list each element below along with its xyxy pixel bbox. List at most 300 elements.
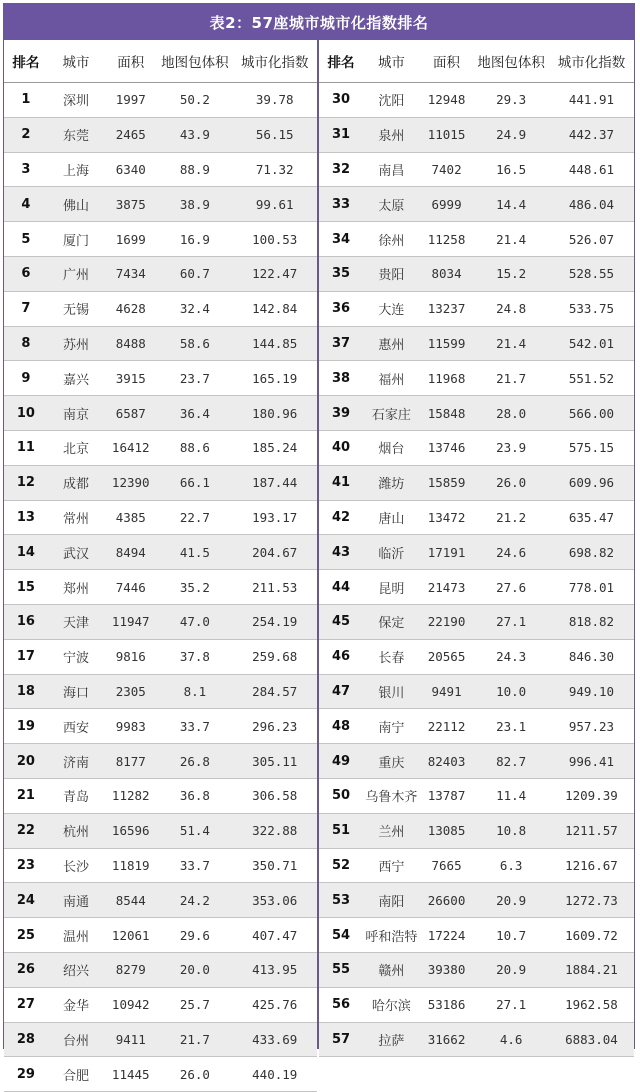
right-table <box>319 40 634 1091</box>
cell-city: 沈阳 <box>363 83 420 118</box>
table-row <box>4 709 317 744</box>
table-row <box>4 570 317 605</box>
cell-area: 2465 <box>104 117 157 152</box>
cell-city: 烟台 <box>363 430 420 465</box>
table-row <box>319 465 634 500</box>
table-row <box>319 291 634 326</box>
cell-index: 353.06 <box>232 883 317 918</box>
cell-city: 苏州 <box>48 326 104 361</box>
cell-index: 204.67 <box>232 535 317 570</box>
cell-index: 533.75 <box>549 291 634 326</box>
table-row <box>319 848 634 883</box>
table-row <box>319 778 634 813</box>
cell-city: 兰州 <box>363 813 420 848</box>
cell-rank: 55 <box>319 952 363 987</box>
cell-index: 542.01 <box>549 326 634 361</box>
table-row <box>319 883 634 918</box>
cell-city: 绍兴 <box>48 952 104 987</box>
cell-map-size: 22.7 <box>157 500 232 535</box>
cell-area: 16596 <box>104 813 157 848</box>
cell-index: 306.58 <box>232 778 317 813</box>
cell-area: 12390 <box>104 465 157 500</box>
cell-city: 佛山 <box>48 187 104 222</box>
cell-area: 15848 <box>420 396 474 431</box>
table-row <box>4 396 317 431</box>
cell-rank: 34 <box>319 222 363 257</box>
cell-area: 4628 <box>104 291 157 326</box>
cell-index: 846.30 <box>549 639 634 674</box>
table-row <box>4 1057 317 1092</box>
table-row <box>4 604 317 639</box>
table-row <box>319 987 634 1022</box>
table-row <box>319 361 634 396</box>
cell-map-size: 27.1 <box>473 987 549 1022</box>
table-row <box>4 361 317 396</box>
cell-rank: 46 <box>319 639 363 674</box>
cell-rank: 39 <box>319 396 363 431</box>
cell-city: 西安 <box>48 709 104 744</box>
cell-index: 566.00 <box>549 396 634 431</box>
cell-rank: 3 <box>4 152 48 187</box>
cell-city: 深圳 <box>48 83 104 118</box>
cell-map-size: 21.4 <box>473 222 549 257</box>
table-row <box>319 256 634 291</box>
cell-map-size: 20.9 <box>473 952 549 987</box>
table-row <box>4 326 317 361</box>
cell-map-size: 8.1 <box>157 674 232 709</box>
cell-rank: 6 <box>4 256 48 291</box>
cell-city: 杭州 <box>48 813 104 848</box>
cell-area: 7402 <box>420 152 474 187</box>
cell-rank: 15 <box>4 570 48 605</box>
right-table-body <box>319 83 634 1092</box>
cell-area: 13237 <box>420 291 474 326</box>
cell-rank: 21 <box>4 778 48 813</box>
header-rank: 排名 <box>319 40 363 83</box>
cell-city: 拉萨 <box>363 1022 420 1057</box>
cell-area: 9491 <box>420 674 474 709</box>
table-row <box>4 848 317 883</box>
cell-map-size: 60.7 <box>157 256 232 291</box>
table-row <box>319 83 634 118</box>
cell-area: 13787 <box>420 778 474 813</box>
table-row <box>319 604 634 639</box>
table-row <box>319 222 634 257</box>
table-row <box>4 117 317 152</box>
cell-city: 保定 <box>363 604 420 639</box>
cell-map-size: 27.6 <box>473 570 549 605</box>
header-city: 城市 <box>48 40 104 83</box>
cell-index: 635.47 <box>549 500 634 535</box>
cell-index: 99.61 <box>232 187 317 222</box>
empty-cell <box>420 1057 474 1091</box>
table-title: 表2：57座城市城市化指数排名 <box>4 4 634 40</box>
cell-city: 嘉兴 <box>48 361 104 396</box>
cell-area: 53186 <box>420 987 474 1022</box>
cell-rank: 16 <box>4 604 48 639</box>
cell-index: 1209.39 <box>549 778 634 813</box>
cell-area: 8494 <box>104 535 157 570</box>
cell-index: 284.57 <box>232 674 317 709</box>
cell-map-size: 82.7 <box>473 744 549 779</box>
cell-city: 福州 <box>363 361 420 396</box>
cell-map-size: 47.0 <box>157 604 232 639</box>
cell-map-size: 10.7 <box>473 918 549 953</box>
cell-map-size: 21.7 <box>157 1022 232 1057</box>
cell-rank: 41 <box>319 465 363 500</box>
cell-area: 39380 <box>420 952 474 987</box>
cell-area: 6999 <box>420 187 474 222</box>
cell-map-size: 35.2 <box>157 570 232 605</box>
cell-index: 6883.04 <box>549 1022 634 1057</box>
cell-rank: 18 <box>4 674 48 709</box>
cell-map-size: 58.6 <box>157 326 232 361</box>
cell-rank: 42 <box>319 500 363 535</box>
cell-map-size: 51.4 <box>157 813 232 848</box>
cell-map-size: 24.6 <box>473 535 549 570</box>
cell-rank: 22 <box>4 813 48 848</box>
cell-index: 448.61 <box>549 152 634 187</box>
cell-rank: 36 <box>319 291 363 326</box>
cell-map-size: 21.7 <box>473 361 549 396</box>
cell-area: 6340 <box>104 152 157 187</box>
cell-index: 144.85 <box>232 326 317 361</box>
cell-index: 322.88 <box>232 813 317 848</box>
cell-area: 11968 <box>420 361 474 396</box>
cell-map-size: 38.9 <box>157 187 232 222</box>
cell-city: 长春 <box>363 639 420 674</box>
cell-index: 442.37 <box>549 117 634 152</box>
cell-index: 296.23 <box>232 709 317 744</box>
cell-map-size: 24.8 <box>473 291 549 326</box>
cell-city: 昆明 <box>363 570 420 605</box>
left-table-body <box>4 83 317 1092</box>
cell-rank: 56 <box>319 987 363 1022</box>
table-row <box>4 918 317 953</box>
cell-index: 71.32 <box>232 152 317 187</box>
cell-index: 413.95 <box>232 952 317 987</box>
cell-city: 海口 <box>48 674 104 709</box>
cell-map-size: 24.9 <box>473 117 549 152</box>
cell-area: 1997 <box>104 83 157 118</box>
cell-map-size: 20.0 <box>157 952 232 987</box>
cell-index: 957.23 <box>549 709 634 744</box>
cell-rank: 32 <box>319 152 363 187</box>
table-row <box>319 326 634 361</box>
cell-index: 39.78 <box>232 83 317 118</box>
empty-row <box>319 1057 634 1091</box>
cell-city: 哈尔滨 <box>363 987 420 1022</box>
cell-area: 22190 <box>420 604 474 639</box>
header-map-size: 地图包体积 <box>473 40 549 83</box>
table-row <box>4 187 317 222</box>
cell-city: 青岛 <box>48 778 104 813</box>
table-row <box>319 744 634 779</box>
cell-rank: 53 <box>319 883 363 918</box>
cell-index: 778.01 <box>549 570 634 605</box>
cell-rank: 49 <box>319 744 363 779</box>
cell-area: 7434 <box>104 256 157 291</box>
cell-city: 西宁 <box>363 848 420 883</box>
cell-city: 台州 <box>48 1022 104 1057</box>
table-row <box>319 813 634 848</box>
cell-area: 82403 <box>420 744 474 779</box>
cell-city: 赣州 <box>363 952 420 987</box>
table-row <box>319 152 634 187</box>
cell-city: 临沂 <box>363 535 420 570</box>
cell-rank: 57 <box>319 1022 363 1057</box>
cell-index: 996.41 <box>549 744 634 779</box>
cell-city: 无锡 <box>48 291 104 326</box>
cell-map-size: 29.3 <box>473 83 549 118</box>
empty-cell <box>319 1057 363 1091</box>
cell-map-size: 14.4 <box>473 187 549 222</box>
cell-rank: 31 <box>319 117 363 152</box>
cell-city: 东莞 <box>48 117 104 152</box>
header-area: 面积 <box>104 40 157 83</box>
cell-area: 17191 <box>420 535 474 570</box>
cell-index: 305.11 <box>232 744 317 779</box>
cell-rank: 37 <box>319 326 363 361</box>
left-table <box>4 40 317 1092</box>
cell-rank: 14 <box>4 535 48 570</box>
cell-rank: 20 <box>4 744 48 779</box>
cell-map-size: 88.6 <box>157 430 232 465</box>
cell-index: 259.68 <box>232 639 317 674</box>
table-row <box>4 465 317 500</box>
table-row <box>4 987 317 1022</box>
cell-area: 8544 <box>104 883 157 918</box>
table-frame <box>3 3 635 1084</box>
cell-rank: 5 <box>4 222 48 257</box>
cell-index: 211.53 <box>232 570 317 605</box>
cell-rank: 28 <box>4 1022 48 1057</box>
cell-city: 金华 <box>48 987 104 1022</box>
cell-area: 11445 <box>104 1057 157 1092</box>
cell-index: 1272.73 <box>549 883 634 918</box>
cell-rank: 23 <box>4 848 48 883</box>
left-table-panel <box>4 40 319 1084</box>
cell-index: 486.04 <box>549 187 634 222</box>
cell-rank: 54 <box>319 918 363 953</box>
cell-map-size: 23.7 <box>157 361 232 396</box>
table-row <box>4 952 317 987</box>
table-row <box>319 918 634 953</box>
cell-city: 乌鲁木齐 <box>363 778 420 813</box>
cell-area: 17224 <box>420 918 474 953</box>
cell-city: 南通 <box>48 883 104 918</box>
cell-map-size: 88.9 <box>157 152 232 187</box>
table-row <box>4 291 317 326</box>
cell-city: 成都 <box>48 465 104 500</box>
cell-city: 重庆 <box>363 744 420 779</box>
cell-city: 北京 <box>48 430 104 465</box>
cell-area: 13472 <box>420 500 474 535</box>
table-row <box>4 500 317 535</box>
table-row <box>4 222 317 257</box>
cell-rank: 8 <box>4 326 48 361</box>
cell-map-size: 32.4 <box>157 291 232 326</box>
cell-rank: 51 <box>319 813 363 848</box>
header-city: 城市 <box>363 40 420 83</box>
cell-index: 441.91 <box>549 83 634 118</box>
table-row <box>319 709 634 744</box>
cell-area: 21473 <box>420 570 474 605</box>
cell-rank: 11 <box>4 430 48 465</box>
cell-map-size: 26.0 <box>157 1057 232 1092</box>
cell-index: 609.96 <box>549 465 634 500</box>
cell-index: 254.19 <box>232 604 317 639</box>
cell-area: 15859 <box>420 465 474 500</box>
cell-rank: 2 <box>4 117 48 152</box>
cell-map-size: 24.2 <box>157 883 232 918</box>
cell-map-size: 36.8 <box>157 778 232 813</box>
cell-city: 上海 <box>48 152 104 187</box>
cell-city: 大连 <box>363 291 420 326</box>
cell-area: 12061 <box>104 918 157 953</box>
cell-rank: 38 <box>319 361 363 396</box>
cell-map-size: 43.9 <box>157 117 232 152</box>
cell-city: 南京 <box>48 396 104 431</box>
cell-city: 武汉 <box>48 535 104 570</box>
cell-map-size: 11.4 <box>473 778 549 813</box>
cell-rank: 29 <box>4 1057 48 1092</box>
cell-index: 698.82 <box>549 535 634 570</box>
cell-city: 惠州 <box>363 326 420 361</box>
cell-map-size: 6.3 <box>473 848 549 883</box>
cell-city: 南宁 <box>363 709 420 744</box>
cell-area: 20565 <box>420 639 474 674</box>
cell-index: 1216.67 <box>549 848 634 883</box>
cell-area: 6587 <box>104 396 157 431</box>
cell-city: 贵阳 <box>363 256 420 291</box>
table-row <box>4 883 317 918</box>
cell-area: 11258 <box>420 222 474 257</box>
cell-index: 528.55 <box>549 256 634 291</box>
cell-area: 16412 <box>104 430 157 465</box>
cell-city: 长沙 <box>48 848 104 883</box>
cell-area: 4385 <box>104 500 157 535</box>
cell-city: 济南 <box>48 744 104 779</box>
cell-area: 11599 <box>420 326 474 361</box>
cell-rank: 50 <box>319 778 363 813</box>
cell-index: 185.24 <box>232 430 317 465</box>
tables-container <box>4 40 634 1084</box>
table-row <box>4 674 317 709</box>
header-area: 面积 <box>420 40 474 83</box>
cell-index: 165.19 <box>232 361 317 396</box>
cell-map-size: 4.6 <box>473 1022 549 1057</box>
cell-index: 575.15 <box>549 430 634 465</box>
header-index: 城市化指数 <box>232 40 317 83</box>
cell-rank: 4 <box>4 187 48 222</box>
cell-city: 银川 <box>363 674 420 709</box>
empty-cell <box>363 1057 420 1091</box>
cell-map-size: 66.1 <box>157 465 232 500</box>
cell-map-size: 26.8 <box>157 744 232 779</box>
table-row <box>319 396 634 431</box>
table-row <box>319 117 634 152</box>
cell-area: 9983 <box>104 709 157 744</box>
cell-area: 8488 <box>104 326 157 361</box>
header-row <box>319 40 634 83</box>
cell-index: 187.44 <box>232 465 317 500</box>
cell-index: 350.71 <box>232 848 317 883</box>
cell-rank: 10 <box>4 396 48 431</box>
empty-cell <box>549 1057 634 1091</box>
cell-city: 天津 <box>48 604 104 639</box>
cell-map-size: 23.9 <box>473 430 549 465</box>
cell-area: 11282 <box>104 778 157 813</box>
cell-area: 7446 <box>104 570 157 605</box>
table-row <box>4 152 317 187</box>
cell-area: 1699 <box>104 222 157 257</box>
cell-rank: 1 <box>4 83 48 118</box>
table-row <box>4 639 317 674</box>
cell-index: 949.10 <box>549 674 634 709</box>
cell-area: 11819 <box>104 848 157 883</box>
cell-area: 13085 <box>420 813 474 848</box>
cell-rank: 13 <box>4 500 48 535</box>
cell-index: 818.82 <box>549 604 634 639</box>
cell-city: 泉州 <box>363 117 420 152</box>
cell-rank: 43 <box>319 535 363 570</box>
cell-rank: 30 <box>319 83 363 118</box>
cell-area: 22112 <box>420 709 474 744</box>
cell-area: 31662 <box>420 1022 474 1057</box>
cell-index: 180.96 <box>232 396 317 431</box>
cell-city: 潍坊 <box>363 465 420 500</box>
cell-area: 3875 <box>104 187 157 222</box>
header-rank: 排名 <box>4 40 48 83</box>
cell-rank: 7 <box>4 291 48 326</box>
cell-area: 8034 <box>420 256 474 291</box>
cell-map-size: 33.7 <box>157 848 232 883</box>
table-row <box>4 744 317 779</box>
cell-map-size: 27.1 <box>473 604 549 639</box>
cell-map-size: 36.4 <box>157 396 232 431</box>
header-map-size: 地图包体积 <box>157 40 232 83</box>
cell-rank: 9 <box>4 361 48 396</box>
table-row <box>4 535 317 570</box>
cell-city: 南阳 <box>363 883 420 918</box>
table-row <box>319 500 634 535</box>
cell-index: 122.47 <box>232 256 317 291</box>
cell-map-size: 50.2 <box>157 83 232 118</box>
cell-rank: 25 <box>4 918 48 953</box>
header-index: 城市化指数 <box>549 40 634 83</box>
cell-city: 厦门 <box>48 222 104 257</box>
cell-rank: 47 <box>319 674 363 709</box>
cell-map-size: 16.5 <box>473 152 549 187</box>
cell-area: 3915 <box>104 361 157 396</box>
table-row <box>319 674 634 709</box>
table-row <box>4 813 317 848</box>
empty-cell <box>473 1057 549 1091</box>
table-row <box>4 430 317 465</box>
cell-index: 526.07 <box>549 222 634 257</box>
table-row <box>4 83 317 118</box>
cell-rank: 24 <box>4 883 48 918</box>
table-row <box>4 1022 317 1057</box>
cell-city: 唐山 <box>363 500 420 535</box>
cell-city: 常州 <box>48 500 104 535</box>
cell-map-size: 15.2 <box>473 256 549 291</box>
table-row <box>319 430 634 465</box>
cell-city: 温州 <box>48 918 104 953</box>
cell-map-size: 10.8 <box>473 813 549 848</box>
cell-rank: 26 <box>4 952 48 987</box>
